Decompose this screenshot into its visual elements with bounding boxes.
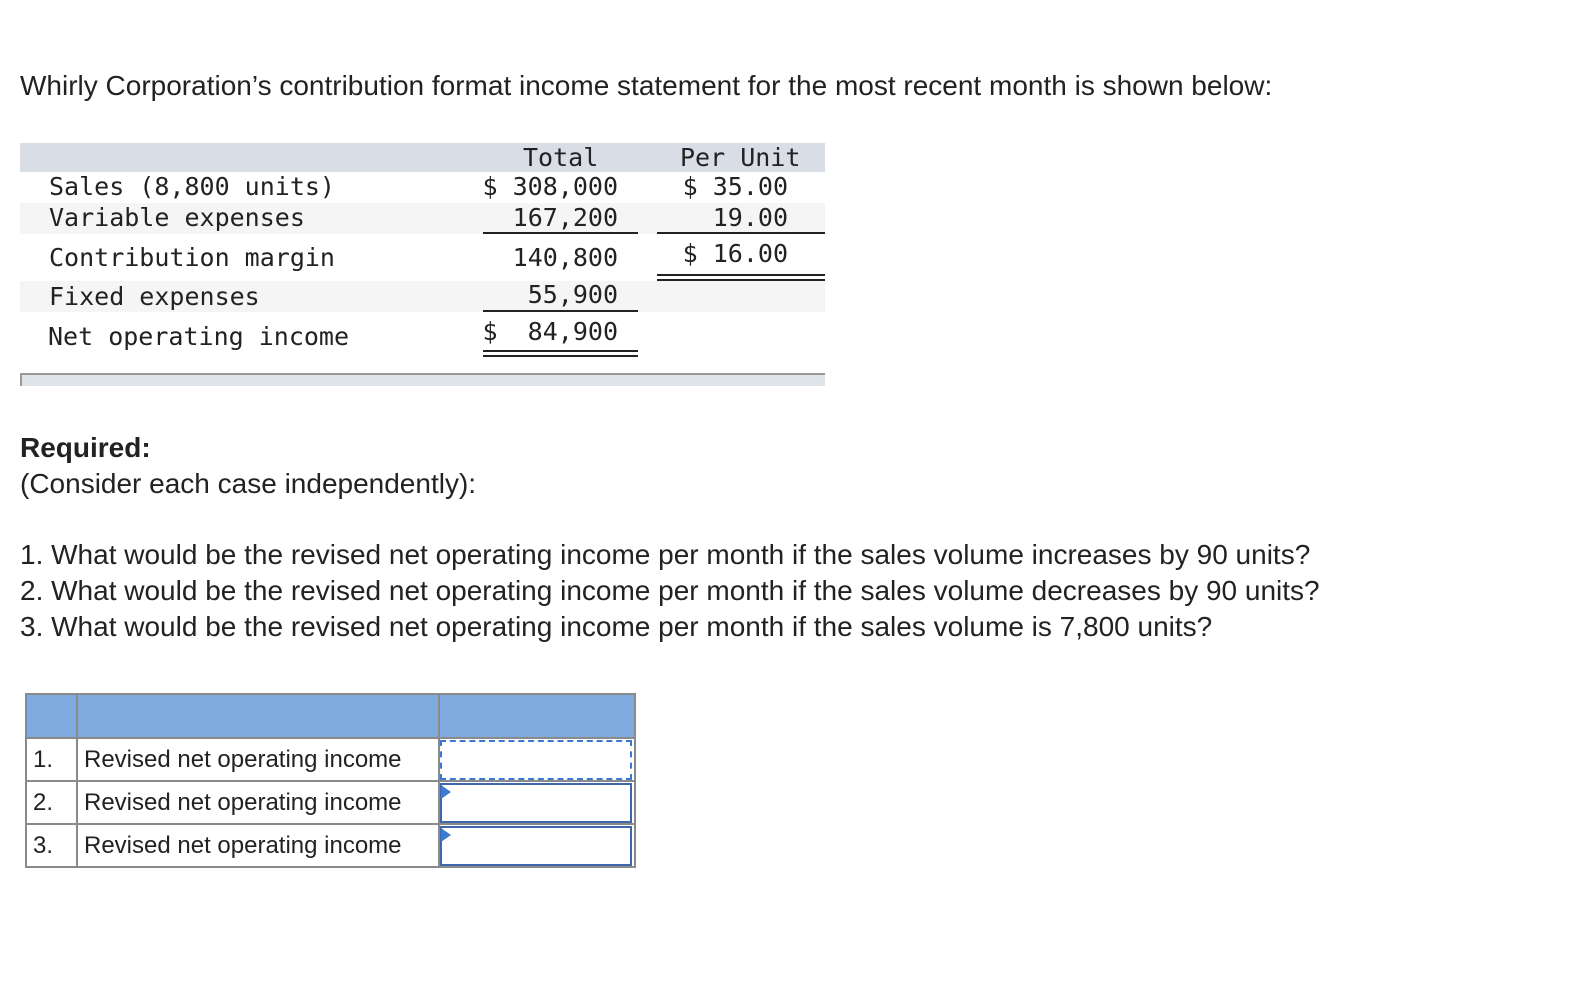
answer-input-1[interactable] bbox=[440, 740, 632, 780]
contribution-margin-total: 140,800 bbox=[512, 243, 618, 272]
header-cell bbox=[26, 694, 77, 738]
required-subtitle: (Consider each case independently): bbox=[20, 468, 477, 499]
cell-marker-icon bbox=[441, 828, 451, 842]
answer-cell bbox=[439, 781, 635, 824]
income-statement bbox=[20, 143, 825, 385]
row-number: 2. bbox=[26, 781, 77, 824]
answer-input-2[interactable] bbox=[440, 783, 632, 823]
statement-footer-band bbox=[20, 373, 825, 386]
table-row bbox=[26, 738, 635, 781]
row-label: Revised net operating income bbox=[77, 824, 439, 867]
net-operating-income-total: $ 84,900 bbox=[482, 317, 618, 346]
per-unit-underline bbox=[657, 232, 825, 234]
answer-table bbox=[25, 693, 636, 868]
contribution-margin-label: Contribution margin bbox=[49, 243, 335, 272]
question-item: 1. What would be the revised net operating income per month if the sales volume increases by 90 units? bbox=[20, 539, 1311, 570]
header-cell bbox=[77, 694, 439, 738]
total-underline bbox=[483, 232, 638, 234]
required-heading: Required: bbox=[20, 432, 151, 463]
sales-label: Sales (8,800 units) bbox=[49, 172, 335, 201]
answer-cell bbox=[439, 738, 635, 781]
variable-expenses-label: Variable expenses bbox=[49, 203, 305, 232]
total-column-header: Total bbox=[523, 143, 599, 172]
answer-input-3[interactable] bbox=[440, 826, 632, 866]
row-number: 3. bbox=[26, 824, 77, 867]
per-unit-double-underline bbox=[657, 274, 825, 281]
fixed-expenses-label: Fixed expenses bbox=[49, 282, 260, 311]
row-label: Revised net operating income bbox=[77, 781, 439, 824]
header-cell bbox=[439, 694, 635, 738]
question-item: 3. What would be the revised net operating income per month if the sales volume is 7,800 units? bbox=[20, 611, 1213, 642]
sales-per-unit: $ 35.00 bbox=[682, 172, 788, 201]
per-unit-column-header: Per Unit bbox=[680, 143, 801, 172]
cell-marker-icon bbox=[441, 785, 451, 799]
intro-text: Whirly Corporation’s contribution format income statement for the most recent month is shown below: bbox=[20, 70, 1273, 101]
answer-cell bbox=[439, 824, 635, 867]
row-label: Revised net operating income bbox=[77, 738, 439, 781]
table-row bbox=[26, 824, 635, 867]
net-income-double-underline bbox=[483, 350, 638, 357]
net-operating-income-label: Net operating income bbox=[48, 322, 350, 351]
variable-expenses-per-unit: 19.00 bbox=[712, 203, 788, 232]
question-list bbox=[20, 537, 1320, 645]
contribution-margin-per-unit: $ 16.00 bbox=[682, 239, 788, 268]
variable-expenses-total: 167,200 bbox=[512, 203, 618, 232]
sales-total: $ 308,000 bbox=[482, 172, 618, 201]
answer-table-header bbox=[26, 694, 635, 738]
fixed-expenses-total: 55,900 bbox=[527, 280, 618, 309]
fixed-underline bbox=[483, 310, 638, 312]
question-item: 2. What would be the revised net operating income per month if the sales volume decreases by 90 units? bbox=[20, 575, 1320, 606]
row-number: 1. bbox=[26, 738, 77, 781]
table-row bbox=[26, 781, 635, 824]
